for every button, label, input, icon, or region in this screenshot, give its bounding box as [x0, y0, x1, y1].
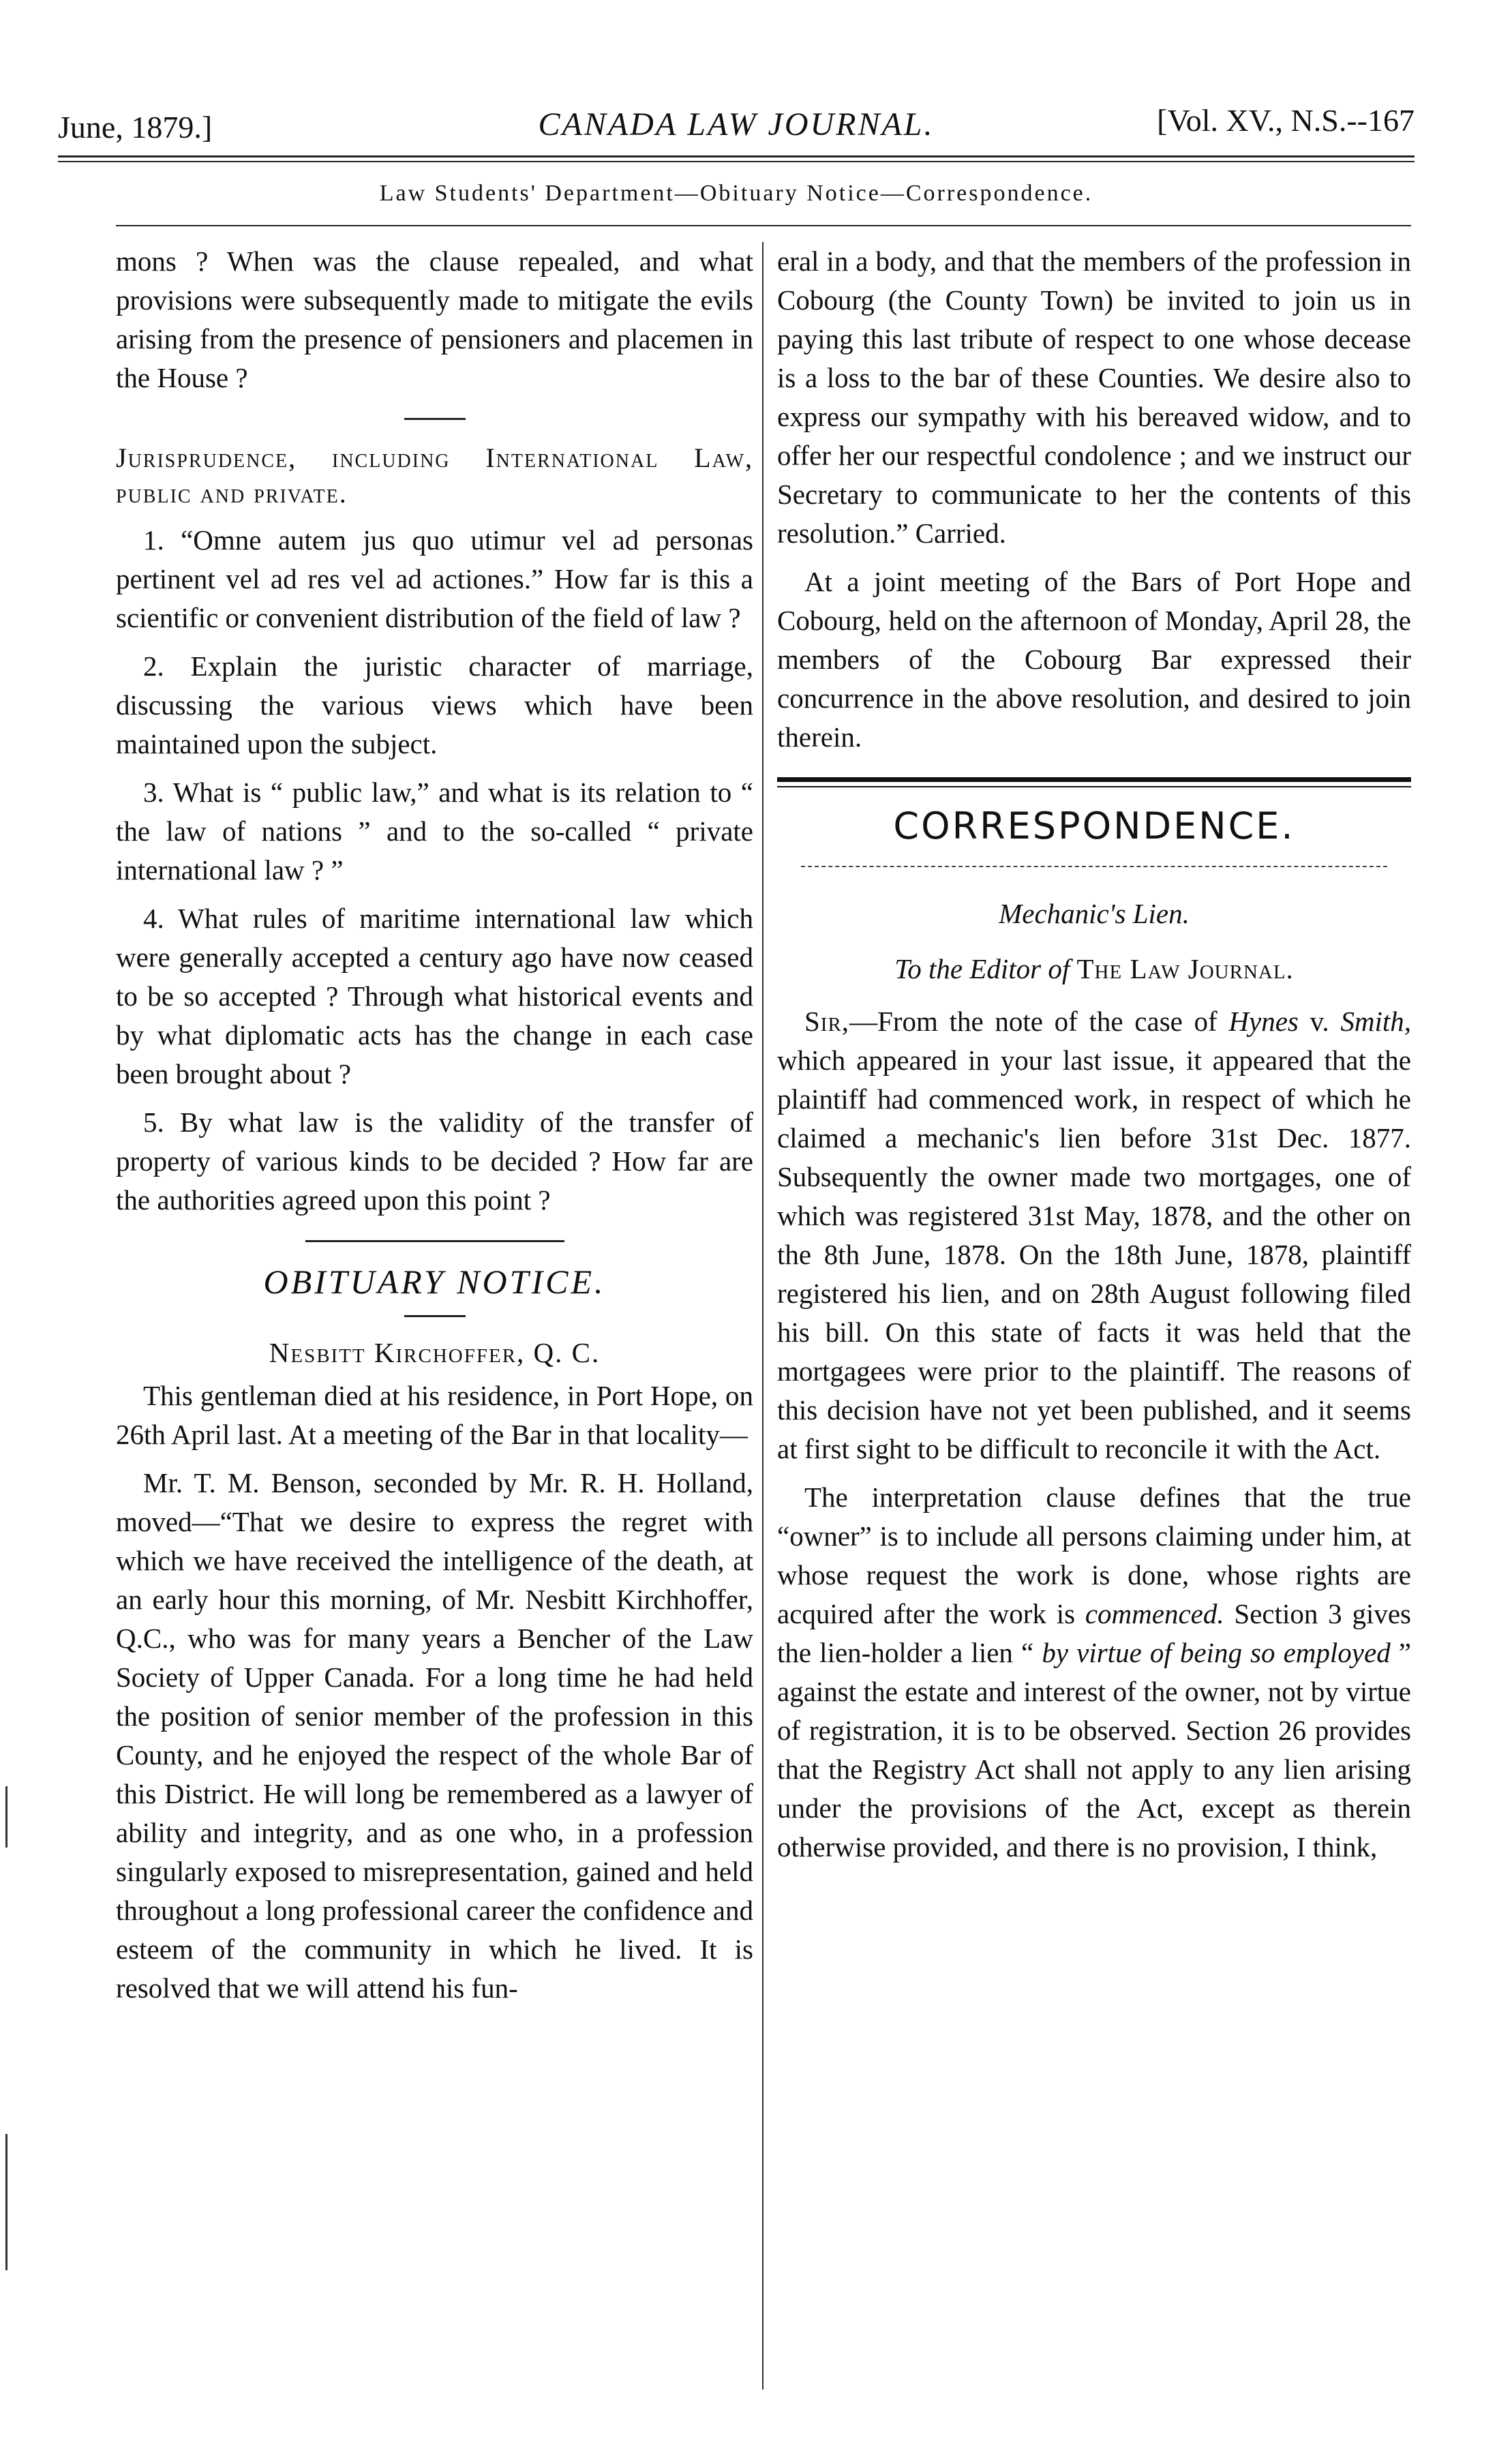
question-2: 2. Explain the juristic character of marriage, discussing the various views which have been maintained upon the subject.: [116, 650, 753, 759]
exam-continuation: mons ? When was the clause repealed, and what provisions were subsequently made to mitigate the evils arising from the presence of pensioners and placemen in the House ?: [116, 245, 753, 393]
letter-text: which appeared in your last issue, it appeared that the plaintiff had commenced work, in respect of which he claimed a mechanic's lien before 31st Dec. 1877. Subsequently the owner made two mortgages, one of which was registered 31st May, 1878, and the other on the 8th June, 1878. On the 18th June, 1878, plaintiff registered his lien, and on 28th August following filed his bill. On this state of facts it was held that the mortgagees were prior to the plaintiff. The reasons of this decision have not yet been published, and it seems at first sight to be difficult to reconcile it with the Act.: [777, 1044, 1411, 1464]
jurisprudence-heading: Jurisprudence, including International Law, public and private.: [116, 442, 753, 509]
question-1: 1. “Omne autem jus quo utimur vel ad personas pertinent vel ad res vel ad actiones.” How far is this a scientific or convenient distribution of the field of law ?: [116, 524, 753, 633]
letter-title: Mechanic's Lien.: [999, 898, 1190, 929]
left-column: [116, 242, 753, 2017]
resolution-continuation: eral in a body, and that the members of the profession in Cobourg (the County Town) be invited to join us in paying this last tribute of respect to one whose decease is a loss to the bar of these Counties. We desire also to express our sympathy with his bereaved widow, and to offer her our respectful condolence ; and we instruct our Secretary to communicate to her the contents of this resolution.” Carried.: [777, 245, 1411, 549]
correspondence-rule-thick: [777, 777, 1411, 782]
question-4: 4. What rules of maritime international law which were generally accepted a century ago have now ceased to be so accepted ? Through what historical events and by what diplomatic acts has the change in each case been brought about ?: [116, 903, 753, 1089]
journal-title: CANADA LAW JOURNAL.: [538, 106, 935, 142]
obituary-paragraph-1: This gentleman died at his residence, in Port Hope, on 26th April last. At a meeting of the Bar in that locality—: [116, 1380, 753, 1450]
by-virtue-quote: by virtue of being so employed: [1042, 1637, 1391, 1668]
right-column: [777, 242, 1411, 1876]
letter-paragraph-2: [777, 1478, 1411, 1867]
header-rule-top: [58, 155, 1415, 157]
letter-text: —From the note of the case of: [849, 1006, 1229, 1037]
to-editor-prefix: To the Editor of: [894, 953, 1070, 984]
column-divider: [762, 242, 763, 2390]
binding-edge-mark: [5, 1786, 7, 1848]
dashed-rule: [801, 866, 1387, 867]
question-3: 3. What is “ public law,” and what is its relation to “ the law of nations ” and to the so-called “ private international law ? ”: [116, 777, 753, 886]
obituary-title: OBITUARY NOTICE.: [263, 1263, 606, 1301]
letter-text: v.: [1298, 1006, 1341, 1037]
case-name-2: Smith,: [1340, 1006, 1412, 1037]
volume-page: [Vol. XV., N.S.--167: [1157, 103, 1415, 138]
separator-rule: [305, 1240, 564, 1242]
case-name-1: Hynes: [1228, 1006, 1299, 1037]
header-rule-bottom: [58, 161, 1415, 162]
salutation: Sir,: [804, 1006, 850, 1037]
section-heading: Law Students' Department—Obituary Notice—Correspondence.: [379, 181, 1093, 206]
letter-text: ” against the estate and interest of the owner, not by virtue of registration, it is to be observed. Section 26 provides that the Registry Act shall not apply to any lien arising under the provisions of the Act, except as therein otherwise provided, and there is no provision, I think,: [777, 1637, 1411, 1863]
journal-name: The Law Journal.: [1076, 953, 1294, 984]
running-header: [58, 102, 1415, 150]
commenced-emphasis: commenced.: [1085, 1598, 1224, 1629]
letter-paragraph-1: [777, 1002, 1411, 1468]
separator-rule: [404, 418, 466, 420]
header-date: June, 1879.]: [58, 110, 213, 145]
correspondence-rule-thin: [777, 786, 1411, 787]
separator-rule: [404, 1315, 466, 1317]
letter-text: The interpretation clause defines that the true “owner” is to include all persons claiming under him, at whose request the work is done, whose rights are acquired after the work is: [777, 1481, 1411, 1629]
letter-addressee: [777, 950, 1411, 989]
obituary-name: Nesbitt Kirchoffer, Q. C.: [269, 1337, 601, 1368]
obituary-paragraph-2: Mr. T. M. Benson, seconded by Mr. R. H. Holland, moved—“That we desire to express the regret with which we have received the intelligence of the death, at an early hour this morning, of Mr. Nesbitt Kirchhoffer, Q.C., who was for many years a Bencher of the Law Society of Upper Canada. For a long time he had held the position of senior member of the profession in this County, and he enjoyed the respect of the whole Bar of this District. He will long be remembered as a lawyer of ability and integrity, and as one who, in a profession singularly exposed to misrepresentation, gained and held throughout a long professional career the confidence and esteem of the community in which he lived. It is resolved that we will attend his fun-: [116, 1467, 753, 2004]
binding-edge-mark: [5, 2134, 7, 2270]
joint-meeting-paragraph: At a joint meeting of the Bars of Port Hope and Cobourg, held on the afternoon of Monday, April 28, the members of the Cobourg Bar expressed their concurrence in the above resolution, and desired to join therein.: [777, 566, 1411, 753]
section-rule: [116, 225, 1411, 226]
correspondence-title: CORRESPONDENCE.: [893, 804, 1295, 847]
letter-text: Section 3 gives the lien-holder a lien “: [777, 1598, 1411, 1668]
question-5: 5. By what law is the validity of the transfer of property of various kinds to be decided ? How far are the authorities agreed upon this point ?: [116, 1106, 753, 1216]
